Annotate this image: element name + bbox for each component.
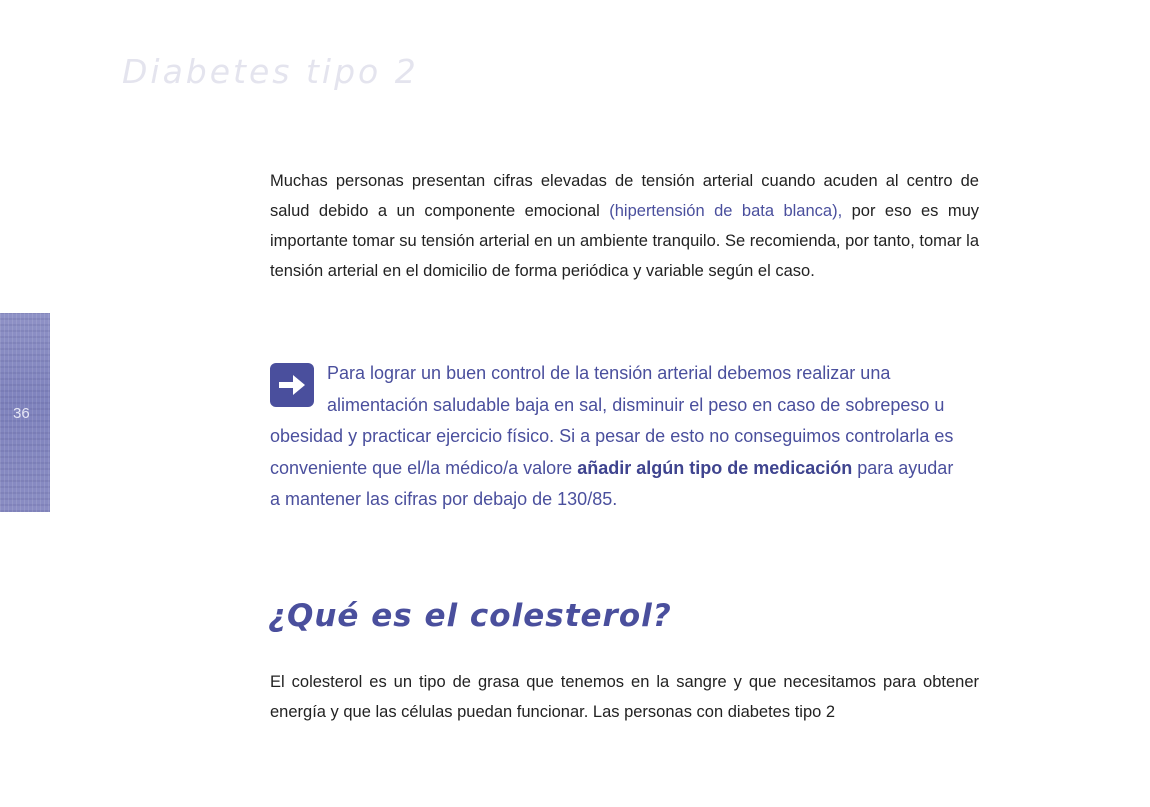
paragraph-hypertension bbox=[270, 166, 979, 286]
running-header-title: Diabetes tipo 2 bbox=[122, 52, 419, 91]
side-page-tab bbox=[0, 313, 50, 512]
paragraph-text: Muchas personas presentan cifras elevadas de tensión arterial cuando acuden al centro de salud debido a un componente emocional bbox=[270, 172, 979, 220]
arrow-right-icon bbox=[270, 363, 314, 407]
callout-text-continued: para ayudar a mantener las cifras por debajo de 130/85. bbox=[270, 457, 954, 509]
callout-tip bbox=[270, 358, 960, 516]
page-number: 36 bbox=[13, 405, 30, 422]
section-heading: ¿Qué es el colesterol? bbox=[268, 598, 672, 634]
paragraph-text-continued: por eso es muy importante tomar su tensión arterial en un ambiente tranquilo. Se recomienda, por tanto, tomar la tensión arterial en el domicilio de forma periódica y variable según el caso. bbox=[270, 202, 979, 280]
callout-bold-text: añadir algún tipo de medicación bbox=[577, 457, 853, 478]
paragraph-cholesterol: El colesterol es un tipo de grasa que tenemos en la sangre y que necesitamos para obtener energía y que las células puedan funcionar. Las personas con diabetes tipo 2 bbox=[270, 673, 979, 721]
callout-text: Para lograr un buen control de la tensión arterial debemos realizar una alimentación saludable baja en sal, disminuir el peso en caso de sobrepeso u obesidad y practicar ejercicio físico. Si a pesar de esto no conseguimos controlarla es conveniente que el/la médico/a valore bbox=[270, 363, 954, 478]
highlighted-term: (hipertensión de bata blanca), bbox=[609, 202, 843, 220]
